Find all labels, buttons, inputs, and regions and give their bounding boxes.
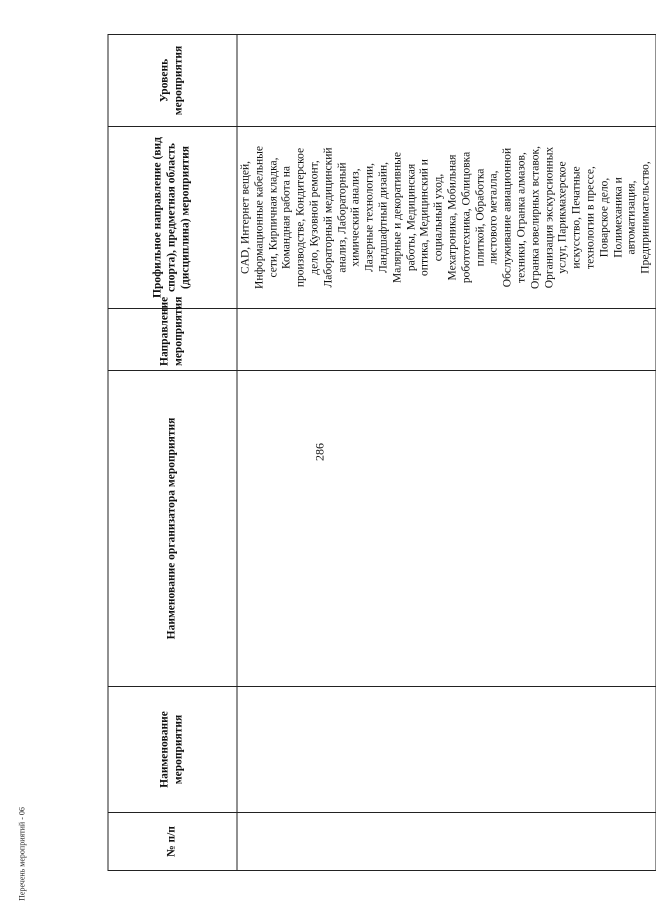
profile-line: Лазерные технологии, [363, 162, 376, 273]
header-level: Уровень мероприятия [108, 35, 237, 127]
profile-line: робототехника, Облицовка [460, 151, 473, 284]
table-header-row [108, 35, 237, 871]
profile-line: Поварское дело, [598, 177, 611, 258]
profile-lines [240, 130, 654, 305]
table-row [237, 35, 656, 871]
cell-level [237, 35, 656, 127]
profile-line: Информационные кабельные [253, 146, 266, 289]
header-direction: Направление мероприятия [108, 309, 237, 371]
profile-line: автоматизация, [625, 180, 638, 255]
profile-line: технологии в прессе, [584, 166, 597, 269]
profile-line: Огранка ювелирных вставок, [529, 146, 542, 289]
profile-line: Малярные и декоративные [391, 152, 404, 283]
cell-direction [237, 309, 656, 371]
header-organizer: Наименование организатора мероприятия [108, 371, 237, 687]
profile-line: Предпринимательство, [639, 161, 652, 274]
profile-line: CAD, Интернет вещей, [239, 161, 252, 274]
profile-line: химический анализ, [349, 168, 362, 267]
profile-line: плиткой, Обработка [474, 168, 487, 267]
profile-line: листового металла, [487, 170, 500, 265]
cell-profile [237, 127, 656, 309]
header-num: № п/п [108, 813, 237, 871]
profile-line: работы, Медицинская [405, 163, 418, 272]
profile-line: Мехатроника, Мобильная [446, 154, 459, 281]
profile-line: Обслуживание авиационной [501, 147, 514, 288]
profile-line: Командная работа на [280, 165, 293, 270]
profile-line: Ландшафтный дизайн, [377, 161, 390, 274]
cell-num [237, 813, 656, 871]
table-container [108, 35, 652, 871]
profile-line: услуг, Парикмахерское [556, 161, 569, 274]
profile-line: анализ, Лабораторный [336, 162, 349, 273]
cell-name [237, 687, 656, 813]
profile-line: искусство, Печатные [570, 166, 583, 269]
profile-line: сети, Кирпичная кладка, [267, 157, 280, 278]
header-profile: Профильное направление (вид спорта), предметная область (дисциплина) мероприятия [108, 127, 237, 309]
cell-organizer [237, 371, 656, 687]
header-name: Наименование мероприятия [108, 687, 237, 813]
events-table [108, 34, 656, 871]
profile-line: Лабораторный медицинский [322, 147, 335, 288]
profile-line: Организация экскурсионных [543, 146, 556, 289]
footer-note: Перечень мероприятий - 06 [17, 807, 27, 901]
profile-line: техники, Огранка алмазов, [515, 152, 528, 283]
profile-line: оптика, Медицинский и [418, 159, 431, 276]
profile-line: Полимеханика и [612, 177, 625, 258]
profile-line: социальный уход, [432, 173, 445, 262]
page-number: 286 [312, 443, 327, 461]
profile-line: дело, Кузовной ремонт, [308, 160, 321, 275]
profile-line: производстве, Кондитерское [294, 147, 307, 288]
